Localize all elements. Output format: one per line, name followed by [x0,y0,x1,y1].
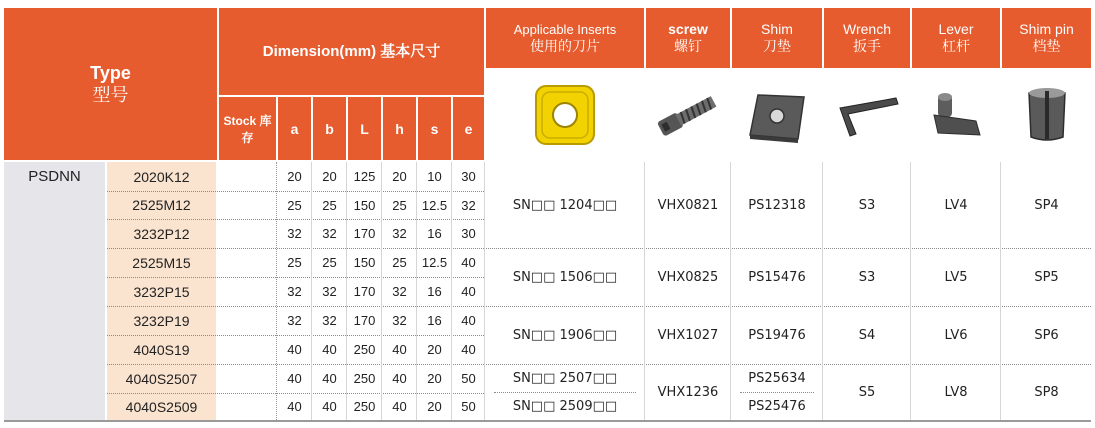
insert-cell-upper [486,364,644,392]
wrench-header-en: Wrench [843,21,891,37]
table-row-dim-text: 150 [353,197,376,213]
shim-cell-text: PS19476 [748,327,806,343]
table-row-dim-text: 10 [427,169,442,184]
table-row-dim-text: 25 [322,255,337,270]
table-row-dim-text: 32 [322,226,337,241]
wrench-cell-text: S3 [858,197,876,213]
table-row-dim [348,219,381,248]
stock-header [219,97,276,160]
insert-cell [486,248,644,306]
table-row-dim [418,191,451,219]
table-row-dim [418,162,451,191]
table-row-dim [348,162,381,191]
wrench-cell [824,248,910,306]
table-row-dim [278,162,311,191]
shim-icon [744,85,810,145]
table-row-dim [278,219,311,248]
screw-cell [646,306,730,364]
screw-cell-text: VHX0821 [657,197,719,213]
table-row-dim-text: 170 [353,284,376,299]
wrench-cell-text: S5 [858,384,876,400]
table-row-dim [313,335,346,364]
table-row-dim [348,364,381,393]
table-row-dim-text: 25 [392,197,407,213]
table-row-dim [348,248,381,277]
table-row-model-text: 3232P19 [133,312,190,329]
stock-header-label: Stock 库存 [223,113,272,145]
table-row-stock [219,248,276,277]
table-row-dim [453,248,484,277]
table-row-dim-text: 25 [392,255,407,270]
lever-header [912,8,1000,68]
table-row-model-text: 4040S2507 [125,370,198,387]
table-row-stock [219,364,276,393]
table-row-dim-text: 250 [353,399,376,414]
table-row-dim [348,191,381,219]
lever-header-zh: 杠杆 [942,38,970,54]
shimpin-cell-text: SP5 [1034,269,1059,285]
insert-cell-text: SN□□ 1506□□ [512,269,618,285]
type-header-zh: 型号 [92,85,129,105]
insert-cell [486,306,644,364]
wrench-cell [824,306,910,364]
screw-header-zh: 螺钉 [674,38,702,54]
lever-cell [912,248,1000,306]
table-row-dim [348,277,381,306]
shimpin-cell [1002,162,1091,248]
table-row-model-text: 2525M12 [132,197,191,213]
inserts-header-en: Applicable Inserts [513,22,617,37]
table-row-dim-text: 40 [461,342,476,357]
shim-cell-upper [732,364,822,392]
table-row-dim [383,335,416,364]
table-row-model-text: 2020K12 [133,168,190,185]
table-row-dim-text: 32 [322,284,337,299]
table-bottom-border [4,420,1091,422]
row-divider [107,191,484,192]
lever-cell-text: LV5 [944,269,968,285]
table-row-dim [453,191,484,219]
table-row-dim-text: 25 [287,255,302,270]
table-row-dim-text: 40 [392,399,407,414]
split-divider [494,392,636,393]
column-divider [644,162,645,420]
table-row-stock [219,393,276,420]
type-header [4,8,217,160]
dim-h-label: h [395,120,404,137]
table-row-dim-text: 32 [461,197,476,213]
insert-cell-lower-text: SN□□ 2509□□ [512,398,618,414]
table-row-dim-text: 250 [353,342,376,357]
insert-cell [486,162,644,248]
wrench-picture [824,70,910,160]
insert-cell-upper-text: SN□□ 2507□□ [512,370,618,386]
shim-cell-lower-text: PS25476 [748,398,806,414]
table-row-stock [219,219,276,248]
screw-cell-text: VHX1236 [657,384,719,400]
table-row-dim-text: 32 [287,284,302,299]
screw-cell-text: VHX0825 [657,269,719,285]
table-row-dim-text: 20 [427,342,442,357]
column-divider [346,162,347,420]
table-row-dim [383,162,416,191]
table-row-stock [219,162,276,191]
lever-cell [912,162,1000,248]
column-divider [822,162,823,420]
table-row-model [107,248,216,277]
table-row-dim-text: 40 [461,313,476,328]
dim-h-header [383,97,416,160]
shim-cell-lower [732,392,822,420]
shim-picture [732,70,822,160]
column-divider [1000,162,1001,420]
table-row-dim [278,335,311,364]
lever-cell-text: LV8 [944,384,968,400]
table-row-dim-text: 50 [461,399,476,414]
table-row-model [107,162,216,191]
wrench-cell [824,364,910,420]
row-divider [107,364,484,365]
table-row-dim [383,306,416,335]
column-divider [451,162,452,420]
row-divider [107,219,484,220]
table-row-model [107,306,216,335]
table-row-dim-text: 40 [287,342,302,357]
table-row-dim [278,248,311,277]
table-row-dim [418,219,451,248]
table-row-dim [313,219,346,248]
shimpin-cell-text: SP6 [1034,327,1059,343]
table-row-dim [278,306,311,335]
dim-e-label: e [464,120,473,137]
table-row-dim [313,393,346,420]
screw-header-en: screw [668,21,708,37]
lever-cell-text: LV4 [944,197,968,213]
table-row-dim [418,335,451,364]
screw-header [646,8,730,68]
shim-cell [732,248,822,306]
table-row-dim-text: 32 [392,313,407,328]
table-row-model-text: 3232P12 [133,225,190,242]
type-name: PSDNN [28,168,81,185]
table-row-dim [453,335,484,364]
dim-s-label: s [430,120,439,137]
table-row-stock [219,277,276,306]
table-row-dim [418,306,451,335]
row-divider [107,248,484,249]
shimpin-header [1002,8,1091,68]
inserts-header [486,8,644,68]
table-row-dim [313,248,346,277]
table-row-model-text: 4040S19 [133,341,190,358]
table-row-dim [313,162,346,191]
table-row-dim [278,393,311,420]
table-row-dim-text: 170 [353,226,376,241]
column-divider [910,162,911,420]
shimpin-cell [1002,364,1091,420]
table-row-dim-text: 32 [392,284,407,299]
table-row-model-text: 3232P15 [133,283,190,300]
dim-l-label: L [360,120,369,137]
table-row-dim-text: 40 [461,255,476,270]
lever-icon [926,85,986,145]
table-row-dim-text: 250 [353,371,376,386]
table-row-dim [313,364,346,393]
dim-s-header [418,97,451,160]
table-row-dim-text: 30 [461,226,476,241]
screw-icon [651,85,725,145]
table-row-dim-text: 30 [461,169,476,184]
table-row-dim [278,191,311,219]
table-row-dim [453,393,484,420]
table-row-dim [418,364,451,393]
table-row-dim [418,277,451,306]
wrench-cell [824,162,910,248]
wrench-cell-text: S3 [858,269,876,285]
table-row-dim [313,191,346,219]
column-divider [416,162,417,420]
column-divider [484,162,485,420]
table-row-model [107,191,216,219]
table-row-model-text: 4040S2509 [125,398,198,415]
column-divider [311,162,312,420]
table-row-dim [453,162,484,191]
shim-cell-text: PS15476 [748,269,806,285]
table-row-dim [383,191,416,219]
wrench-header [824,8,910,68]
table-row-dim-text: 170 [353,313,376,328]
table-row-dim-text: 40 [392,342,407,357]
table-row-dim [348,393,381,420]
lever-cell [912,364,1000,420]
row-divider [107,393,484,394]
wrench-icon [830,90,904,140]
screw-cell [646,162,730,248]
dim-e-header [453,97,484,160]
dim-b-header [313,97,346,160]
table-row-dim-text: 40 [322,342,337,357]
wrench-header-zh: 扳手 [853,38,881,54]
shimpin-cell [1002,306,1091,364]
insert-cell-text: SN□□ 1906□□ [512,327,618,343]
dim-l-header [348,97,381,160]
table-row-dim-text: 40 [287,371,302,386]
inserts-header-zh: 使用的刀片 [530,38,600,54]
table-row-dim [383,248,416,277]
shim-header [732,8,822,68]
table-row-dim-text: 50 [461,371,476,386]
lever-cell-text: LV6 [944,327,968,343]
table-row-dim-text: 12.5 [421,255,448,270]
lever-cell [912,306,1000,364]
row-divider [107,335,484,336]
table-row-dim [418,248,451,277]
column-divider [730,162,731,420]
table-row-stock [219,306,276,335]
dim-a-header [278,97,311,160]
shim-header-zh: 刀垫 [763,38,791,54]
table-row-dim-text: 150 [353,255,376,270]
dim-a-label: a [290,120,299,137]
screw-picture [646,70,730,160]
table-row-dim-text: 20 [427,371,442,386]
table-row-dim-text: 12.5 [421,197,448,213]
table-row-dim-text: 25 [287,197,302,213]
table-row-dim [278,277,311,306]
table-row-dim [313,306,346,335]
table-row-dim [453,277,484,306]
table-row-dim-text: 25 [322,197,337,213]
lever-header-en: Lever [938,21,974,37]
dimension-header-label: Dimension(mm) 基本尺寸 [262,43,441,60]
split-divider [740,392,814,393]
table-row-dim [453,219,484,248]
shimpin-header-en: Shim pin [1019,21,1074,37]
wrench-cell-text: S4 [858,327,876,343]
table-row-dim-text: 20 [322,169,337,184]
table-row-dim [313,277,346,306]
shimpin-cell-text: SP4 [1034,197,1059,213]
shimpin-picture [1002,70,1091,160]
table-row-model [107,335,216,364]
shim-header-en: Shim [761,21,793,37]
row-divider [107,277,484,278]
table-row-dim-text: 32 [287,313,302,328]
table-row-dim [348,306,381,335]
table-row-dim [383,277,416,306]
table-row-dim [383,393,416,420]
table-row-dim-text: 20 [392,169,407,184]
table-row-dim-text: 16 [427,313,442,328]
table-row-dim [418,393,451,420]
table-row-stock [219,191,276,219]
lever-picture [912,70,1000,160]
shimpin-cell [1002,248,1091,306]
screw-cell [646,364,730,420]
table-row-dim [383,364,416,393]
table-row-dim-text: 40 [461,284,476,299]
shim-cell-upper-text: PS25634 [748,370,806,386]
dim-b-label: b [325,120,334,137]
shim-cell [732,162,822,248]
table-row-dim [453,364,484,393]
table-row-dim-text: 32 [287,226,302,241]
table-row-model [107,393,216,420]
shim-cell-text: PS12318 [748,197,806,213]
table-row-dim-text: 125 [353,169,376,184]
column-divider [381,162,382,420]
table-row-model [107,364,216,393]
table-row-dim [383,219,416,248]
type-name-cell [4,162,105,420]
table-row-dim-text: 40 [392,371,407,386]
shimpin-cell-text: SP8 [1034,384,1059,400]
type-header-en: Type [90,63,131,83]
table-row-dim-text: 40 [287,399,302,414]
screw-cell-text: VHX1027 [657,327,719,343]
insert-cell-text: SN□□ 1204□□ [512,197,618,213]
table-row-model [107,219,216,248]
screw-cell [646,248,730,306]
table-row-dim [278,364,311,393]
table-row-dim-text: 20 [287,169,302,184]
table-row-dim-text: 32 [322,313,337,328]
table-row-dim-text: 20 [427,399,442,414]
table-row-dim [348,335,381,364]
dimension-header [219,8,484,95]
row-divider [107,306,484,307]
table-row-model-text: 2525M15 [132,254,191,271]
shim-cell [732,306,822,364]
table-row-dim [453,306,484,335]
shim-pin-icon [1021,83,1073,147]
table-row-dim-text: 16 [427,284,442,299]
table-row-dim-text: 16 [427,226,442,241]
insert-cell-lower [486,392,644,420]
shimpin-header-zh: 档垫 [1032,38,1061,54]
table-row-stock [219,335,276,364]
insert-picture [486,70,644,160]
insert-icon [530,82,600,148]
table-row-model [107,277,216,306]
table-row-dim-text: 32 [392,226,407,241]
table-row-dim-text: 40 [322,371,337,386]
table-row-dim-text: 40 [322,399,337,414]
